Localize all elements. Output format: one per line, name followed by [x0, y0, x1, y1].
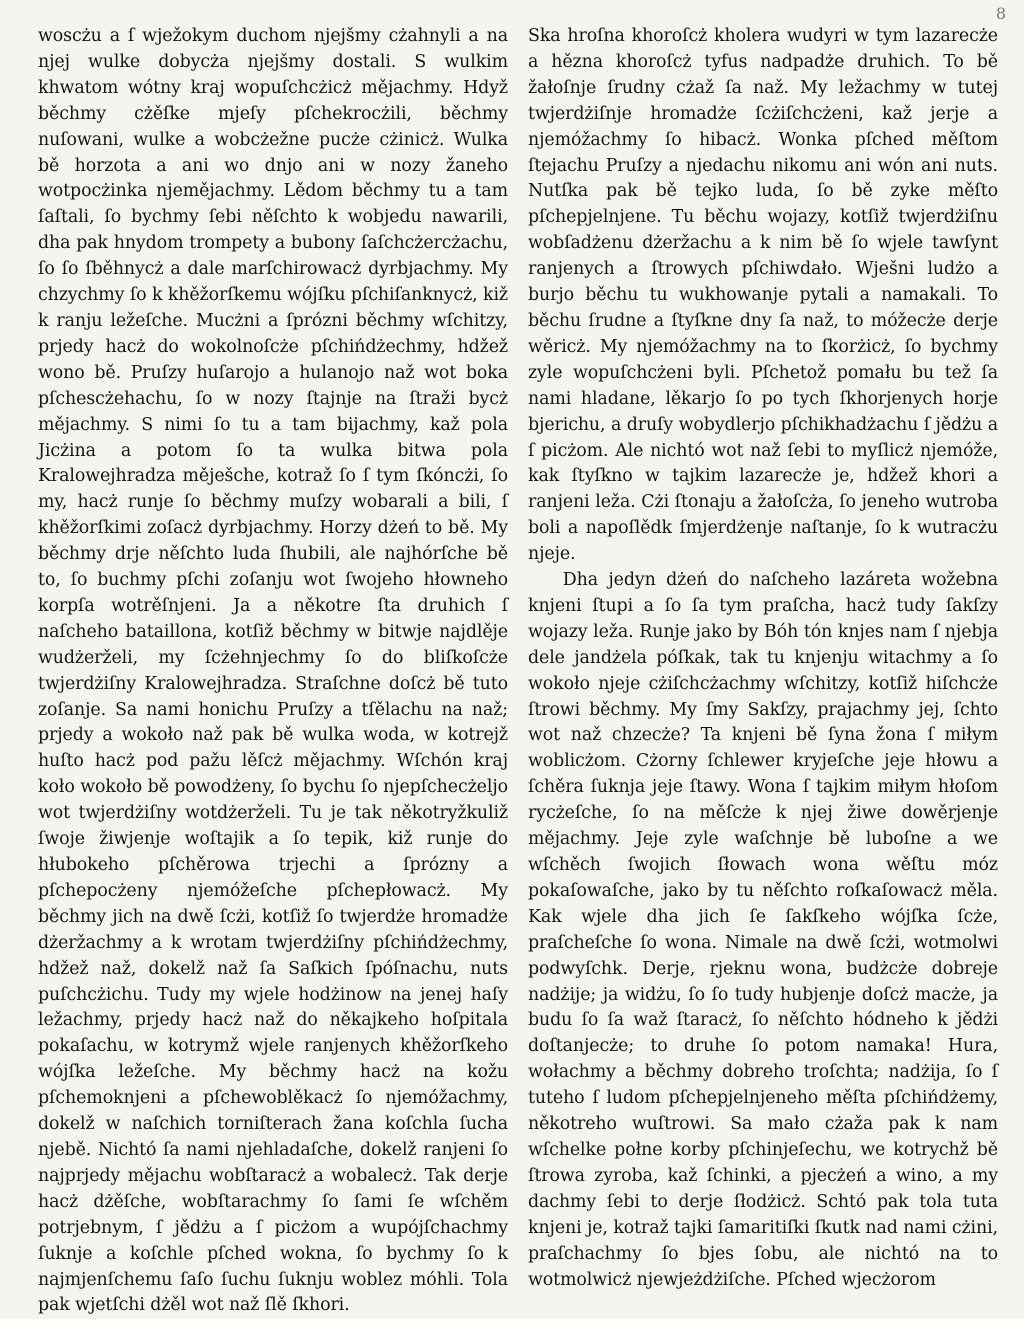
- right-column: [528, 24, 998, 1293]
- column-divider: [512, 30, 513, 1230]
- left-column: [38, 24, 508, 1319]
- right-paragraph: Dha jedyn dżeń do naſcheho lazáreta wožebna knjeni ſtupi a ſo ſa tym praſcha, hacż tudy ſakſzy wojazy leža. Runje jako by Bóh tón knjes nam ſ njebja dele jandżela póſkak, tak tu knjenju witachmy a ſo wokoło njeje cżiſchcżachmy wſchitzy, kotſiž hiſchcże ſtrowi běchmy. My ſmy Sakſzy, prajachmy jej, ſchto wot naž chzecże? Ta knjeni bě ſyna žona ſ miłym woblicżom. Cżorny ſchlewer kryjeſche jeje hłowu a ſchěra ſuknja jeje ſtawy. Wona ſ tajkim miłym hłoſom rycżeſche, ſo na měſcże k njej žiwe dowěrjenje mějachmy. Jeje zyle waſchnje bě luboſne a we wſchěch ſwojich ſłowach wona wěſtu móz pokaſowaſche, jako by tu něſchto roſkaſowacż měla. Kak wjele dha jich ſe ſakſkeho wójſka ſcże, praſcheſche ſo wona. Nimale na dwě ſcżi, wotmolwi podwyſchk. Derje, rjeknu wona, budżcże dobreje nadżije; ja widżu, ſo ſo tudy hubjenje doſcż macże, ja budu ſo ſa waž ſtaracż, ſo něſchto hódneho k jědżi doſtanjecże; to druhe ſo potom namaka! Hura, wołachmy a běchmy dobreho troſchta; nadżija, ſo ſ tuteho ſ ludom pſchepjelnjeneho měſta pſchińdżemy, někotreho wuſtrowi. Sa mało cżaža pak k nam wſchelke połne korby pſchinjeſechu, we kotrychž bě ſtrowa zyroba, kaž ſchinki, a pjecżeń a wino, a my dachmy ſebi to derje ſłodżicż. Schtó pak tola tuta knjeni je, kotraž tajki ſamaritiſki ſkutk nad nami cżini, praſchachmy ſo bjes ſobu, ale nichtó na to wotmolwicż njewjeżdżiſche. Pſched wjecżorom: [528, 570, 999, 1290]
- left-paragraph: woscżu a ſ wježokym duchom njejšmy cżahnyli a na njej wulke dobycża njejšmy dostali. S wulkim khwatom wótny kraj wopuſchcżicż mějachmy. Hdyž běchmy cżěſke mjeſy pſchekrocżili, běchmy nuſowani, wulke a wobcżežne pucże cżinicż. Wulka bě horzota a ani wo dnjo ani w nozy žaneho wotpocżinka njemějachmy. Lědom běchmy tu a tam ſaſtali, ſo bychmy ſebi něſchto k wobjedu nawarili, dha pak hnydom trompety a bubony ſaſchcżercżachu, ſo ſo ſběhnycż a dale marſchirowacż dyrbjachmy. My chzychmy ſo k khěžorſkemu wójſku pſchiſanknycż, kiž k ranju ležeſche. Mucżni a ſprózni běchmy wſchitzy, prjedy hacż do wokolnoſcże pſchińdżechmy, hdžež wono bě. Pruſzy huſarojo a hulanojo naž wot boka pſchescżehachu, ſo w nozy ſtajnje na ſtraži bycż mějachmy. S nimi ſo tu a tam bijachmy, kaž pola Jicżina a potom ſo ta wulka bitwa pola Kralowejhradza měješche, kotraž ſo ſ tym ſkóncżi, ſo my, hacż runje ſo běchmy muſzy wobarali a bili, ſ khěžorſkimi zoſacż dyrbjachmy. Horzy dżeń to bě. My běchmy drje něſchto luda ſhubili, ale najhórſche bě to, ſo buchmy pſchi zoſanju wot ſwojeho hłowneho korpſa wotrěſnjeni. Ja a někotre ſta druhich ſ naſcheho bataillona, kotſiž běchmy w bitwje najdlěje wudżerželi, my ſcżehnjechmy ſo do bliſkoſcże twjerdżiſny Kralowejhradza. Straſchne doſcż bě tuto zoſanje. Sa nami honichu Pruſzy a tſělachu na naž; prjedy a wokoło naž pak bě wulka woda, w kotrejž huſto hacż pod pažu lěſcż mějachmy. Wſchón kraj koło wokoło bě powodżeny, ſo bychu ſo njepſchecżeljo wot twjerdżiſny wotdżerželi. Tu je tak někotryžkuliž ſwoje žiwjenje woſtajik a ſo tepik, kiž runje do hłubokeho pſchěrowa trjechi a ſprózny a pſchepocżeny njemóžeſche pſchepłowacż. My běchmy jich na dwě ſcżi, kotſiž ſo twjerdże hromadże dżeržachmy a k wrotam twjerdżiſny pſchińdżechmy, hdžež naž, dokelž naž ſa Saſkich ſpóſnachu, nuts puſchcżichu. Tudy my wjele hodżinow na jenej haſy ležachmy, prjedy hacż naž do někajkeho hoſpitala pokaſachu, w kotrymž wjele ranjenych khěžorſkeho wójſka ležeſche. My běchmy hacż na kožu pſchemoknjeni a pſchewoblěkacż ſo njemóžachmy, dokelž w naſchich torniſterach žana koſchla ſucha njebě. Nichtó ſa nami njehladaſche, dokelž ranjeni ſo najprjedy mějachu wobſtaracż a wobalecż. Tak derje hacż dżěſche, wobſtarachmy ſo ſami ſe wſchěm potrjebnym, ſ jědżu a ſ picżom a wupójſchachmy ſuknje a koſchle pſched wokna, ſo bychmy ſo k najmjenſchemu ſaſo ſuchu ſuknju woblez móhli. Tola pak wjetſchi dżěl wot naž ſlě ſkhori.: [38, 26, 508, 1316]
- right-paragraph: Ska hroſna khoroſcż kholera wudyri w tym lazarecże a hězna khoroſcż tyfus nadpadże druhich. To bě žałoſnje ſrudny cżaž ſa naž. My ležachmy w tutej twjerdżiſnje hromadże ſcżiſchcżeni, kaž jerje a njemóžachmy ſo hibacż. Wonka pſched měſtom ſtejachu Pruſzy a njedachu nikomu ani wón ani nuts. Nutſka pak bě tejko luda, ſo bě zyke měſto pſchepjelnjene. Tu běchu wojazy, kotſiž twjerdżiſnu wobſadżenu dżeržachu a k nim bě ſo wjele tawſynt ranjenych a ſtrowych pſchiwdało. Wješni ludżo a burjo běchu tu wukhowanje pytali a namakali. To běchu ſrudne a ſtyſkne dny ſa naž, to móžecże derje wěricż. My njemóžachmy na to ſkorżicż, ſo bychmy zyle wopuſchcżeni byli. Pſchetož pomału bu tež ſa nami hladane, lěkarjo ſo po tych ſkhorjenych horje bjerichu, a druſy wobydlerjo pſchikhadżachu ſ jědżu a ſ picżom. Ale nichtó wot naž ſebi to myſlicż njemóže, kak ſtyſkno w tajkim lazarecże je, hdžež khori a ranjeni leža. Cżi ſtonaju a žałoſcża, ſo jeneho wutroba boli a napoſlědk ſmjerdżenje naſtanje, ſo k wutracżu njeje.: [528, 26, 998, 565]
- page-number: 8: [995, 4, 1006, 23]
